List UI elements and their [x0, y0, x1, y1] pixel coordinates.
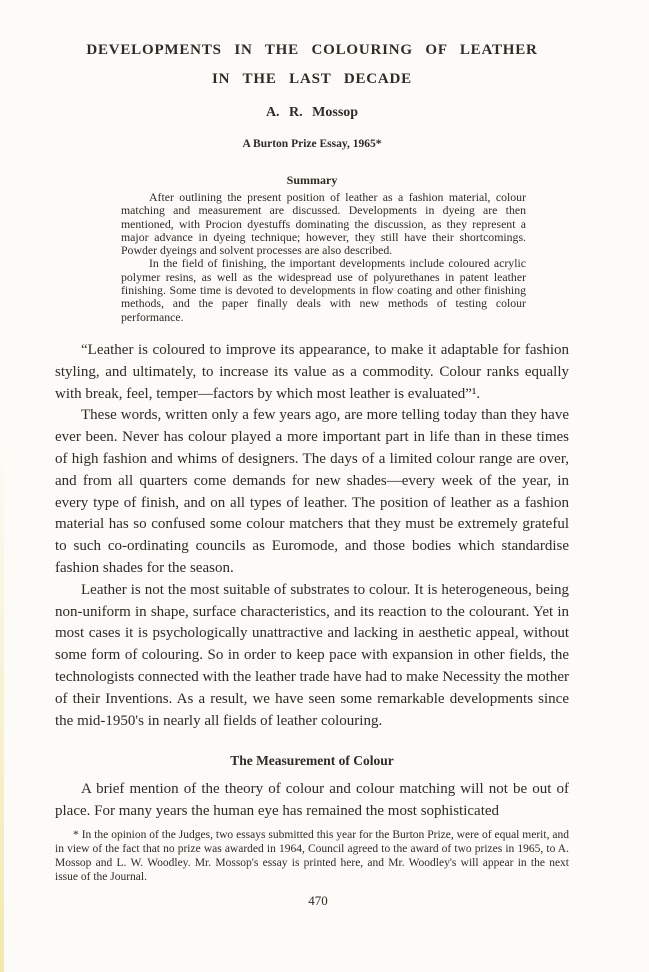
footnote-text: * In the opinion of the Judges, two essays submitted this year for the Burton Prize, were of equal merit, and in view of the fact that no prize was awarded in 1964, Council agreed to the award of two prizes in 1965, to A. Mossop and L. W. Woodley. Mr. Mossop's essay is printed here, and Mr. Woodley's will appear in the next issue of the Journal.: [55, 828, 569, 883]
author-name: A. R. Mossop: [265, 105, 359, 120]
page-number: 470: [308, 892, 328, 908]
article-title: [55, 36, 569, 94]
summary-paragraph: In the field of finishing, the important developments include coloured acrylic polymer resins, as well as the widespread use of polyurethanes in patent leather finishing. Some time is devoted to developments in flow coating and other finishing methods, and the paper finally deals with new methods of testing colour performance.: [121, 256, 526, 324]
section-paragraph: A brief mention of the theory of colour and colour matching will not be out of place. For many years the human eye has remained the most sophisticated: [55, 781, 569, 820]
article-body: [55, 340, 569, 732]
body-paragraph: Leather is not the most suitable of substrates to colour. It is heterogeneous, being non-uniform in shape, surface characteristics, and its reaction to the colourant. Yet in most cases it is psychologically unattractive and lacking in aesthetic appeal, without some form of colouring. So in order to keep pace with expansion in other fields, the technologists connected with the leather trade have had to make Necessity the mother of their Inventions. As a result, we have seen some remarkable developments since the mid-1950's in nearly all fields of leather colouring.: [55, 581, 569, 729]
section-heading: The Measurement of Colour: [230, 753, 394, 769]
body-paragraph: “Leather is coloured to improve its appearance, to make it adaptable for fashion styling, and ultimately, to increase its value as a commodity. Colour ranks equally with break, feel, temper—factors by which most leather is evaluated”¹.: [55, 341, 569, 402]
prize-essay-subtitle: A Burton Prize Essay, 1965*: [242, 138, 382, 150]
summary-heading: Summary: [286, 173, 338, 187]
summary-paragraph: After outlining the present position of leather as a fashion material, colour matching and measurement are discussed. Developments in dyeing are then mentioned, with Procion dyestuffs dominating the discussion, as they represent a major advance in dyeing technique; however, they still have their shortcomings. Powder dyeings and solvent processes are also described.: [121, 190, 526, 258]
summary-block: [121, 191, 526, 324]
title-line-1: DEVELOPMENTS IN THE COLOURING OF LEATHER: [86, 42, 538, 58]
body-paragraph: These words, written only a few years ago, are more telling today than they have ever been. Never has colour played a more important part in life than in these times of high fashion and whims of designers. The days of a limited colour range are over, and from all quarters come demands for new shades—every week of the year, in every type of finish, and on all types of leather. The position of leather as a fashion material has so confused some colour matchers that they must be extremely grateful to such co-ordinating councils as Euromode, and those bodies which standardise fashion shades for the season.: [55, 407, 569, 576]
title-line-2: IN THE LAST DECADE: [212, 71, 412, 87]
footnote-block: [55, 828, 569, 884]
section-body: [55, 779, 569, 823]
